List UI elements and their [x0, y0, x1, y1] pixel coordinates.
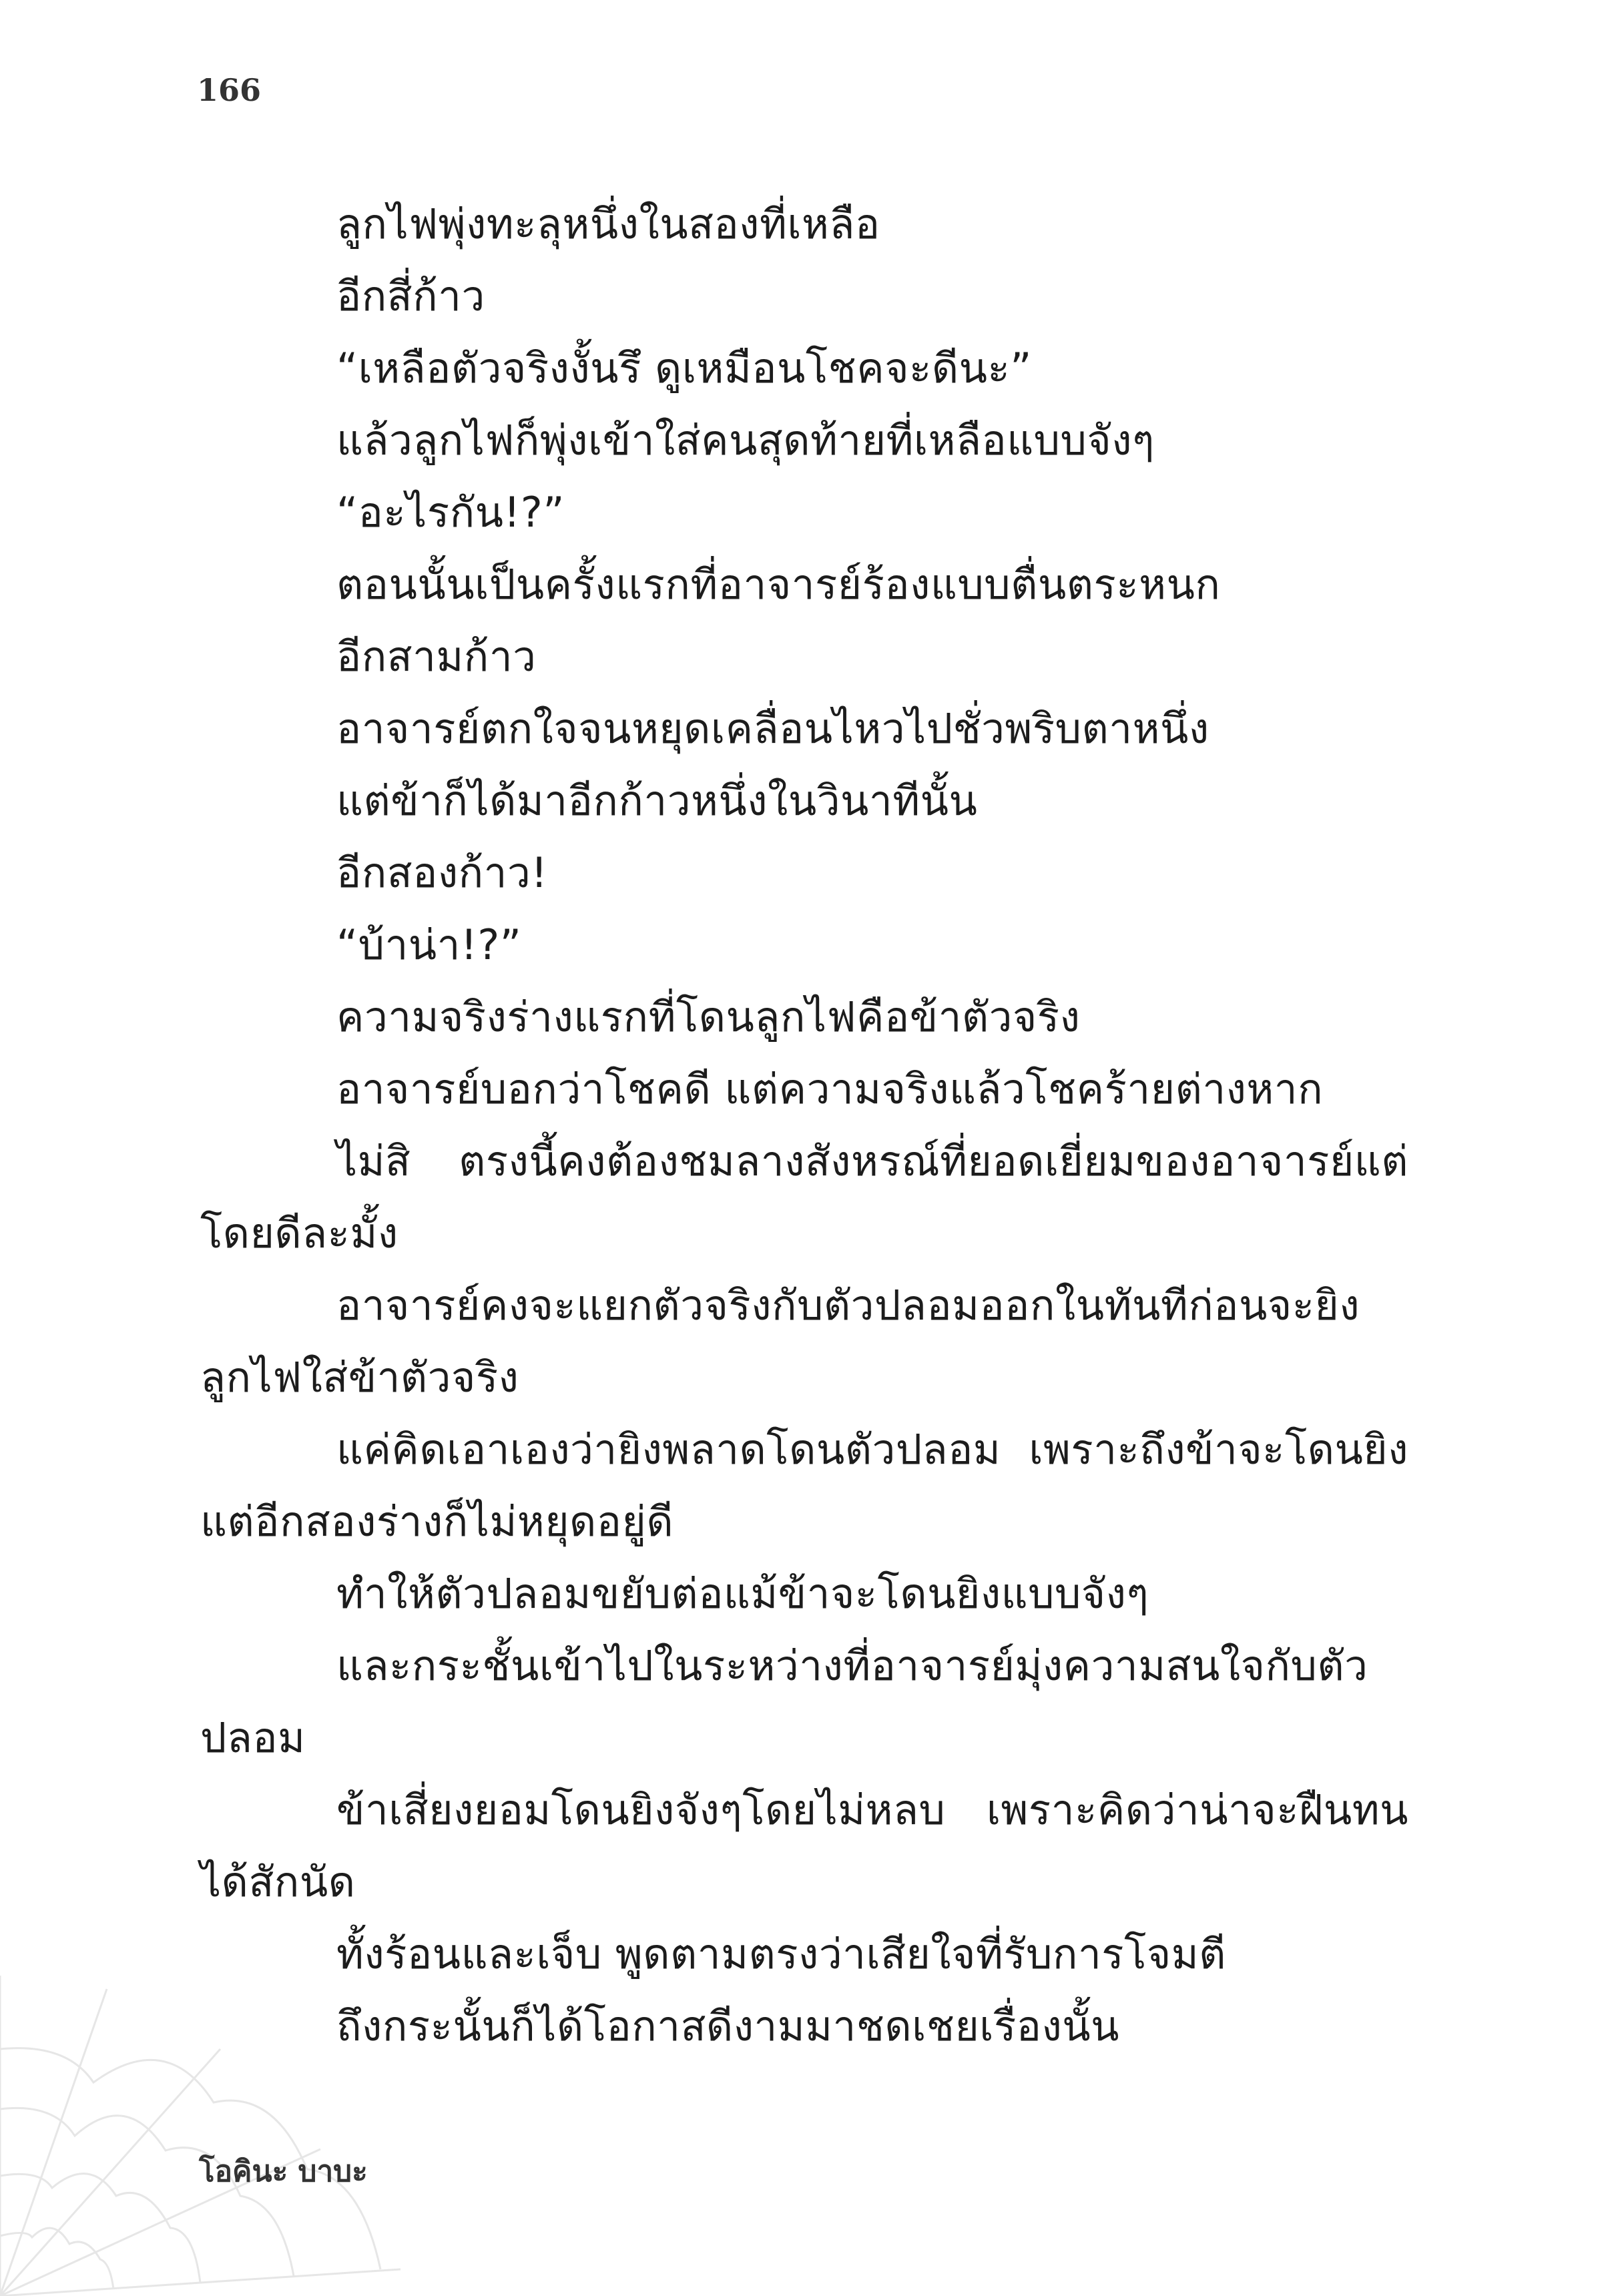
paragraph: ทำให้ตัวปลอมขยับต่อแม้ข้าจะโดนยิงแบบจังๆ	[336, 1569, 1149, 1618]
author-name: โอคินะ บาบะ	[199, 2155, 368, 2189]
paragraph: และกระชั้นเข้าไปในระหว่างที่อาจารย์มุ่งความสนใจกับตัวปลอม	[200, 1641, 1368, 1762]
paragraph: อาจารย์ตกใจจนหยุดเคลื่อนไหวไปชั่วพริบตาหนึ่ง	[336, 704, 1210, 753]
paragraph: ทั้งร้อนและเจ็บ พูดตามตรงว่าเสียใจที่รับการโจมตี	[336, 1930, 1226, 1978]
paragraph: ข้าเสี่ยงยอมโดนยิงจังๆโดยไม่หลบ เพราะคิดว่าน่าจะฝืนทนได้สักนัด	[200, 1785, 1408, 1906]
paragraph: ถึงกระนั้นก็ได้โอกาสดีงามมาชดเชยเรื่องนั้น	[336, 2002, 1120, 2050]
paragraph: อีกสามก้าว	[336, 632, 537, 681]
page-number: 166	[197, 72, 262, 108]
paragraph: “อะไรกัน!?”	[336, 488, 565, 537]
paragraph: “บ้าน่า!?”	[336, 920, 522, 969]
paragraph: อาจารย์คงจะแยกตัวจริงกับตัวปลอมออกในทันทีก่อนจะยิงลูกไฟใส่ข้าตัวจริง	[200, 1281, 1360, 1402]
paragraph: แล้วลูกไฟก็พุ่งเข้าใส่คนสุดท้ายที่เหลือแบบจังๆ	[336, 416, 1155, 465]
paragraph: อาจารย์บอกว่าโชคดี แต่ความจริงแล้วโชคร้ายต่างหาก	[336, 1065, 1324, 1113]
paragraph: อีกสี่ก้าว	[336, 272, 485, 320]
paragraph: แค่คิดเอาเองว่ายิงพลาดโดนตัวปลอม เพราะถึงข้าจะโดนยิงแต่อีกสองร่างก็ไม่หยุดอยู่ดี	[200, 1425, 1408, 1546]
spider-web-icon	[0, 1976, 414, 2296]
paragraph: ความจริงร่างแรกที่โดนลูกไฟคือข้าตัวจริง	[336, 992, 1081, 1041]
paragraph: “เหลือตัวจริงงั้นรึ ดูเหมือนโชคจะดีนะ”	[336, 344, 1032, 392]
body-text	[200, 188, 1408, 2062]
paragraph: ลูกไฟพุ่งทะลุหนึ่งในสองที่เหลือ	[336, 200, 880, 248]
paragraph: แต่ข้าก็ได้มาอีกก้าวหนึ่งในวินาทีนั้น	[336, 776, 978, 825]
paragraph: ไม่สิ ตรงนี้คงต้องชมลางสังหรณ์ที่ยอดเยี่ยมของอาจารย์แต่โดยดีละมั้ง	[200, 1137, 1408, 1257]
paragraph: อีกสองก้าว!	[336, 848, 548, 897]
paragraph: ตอนนั้นเป็นครั้งแรกที่อาจารย์ร้องแบบตื่นตระหนก	[336, 560, 1221, 609]
